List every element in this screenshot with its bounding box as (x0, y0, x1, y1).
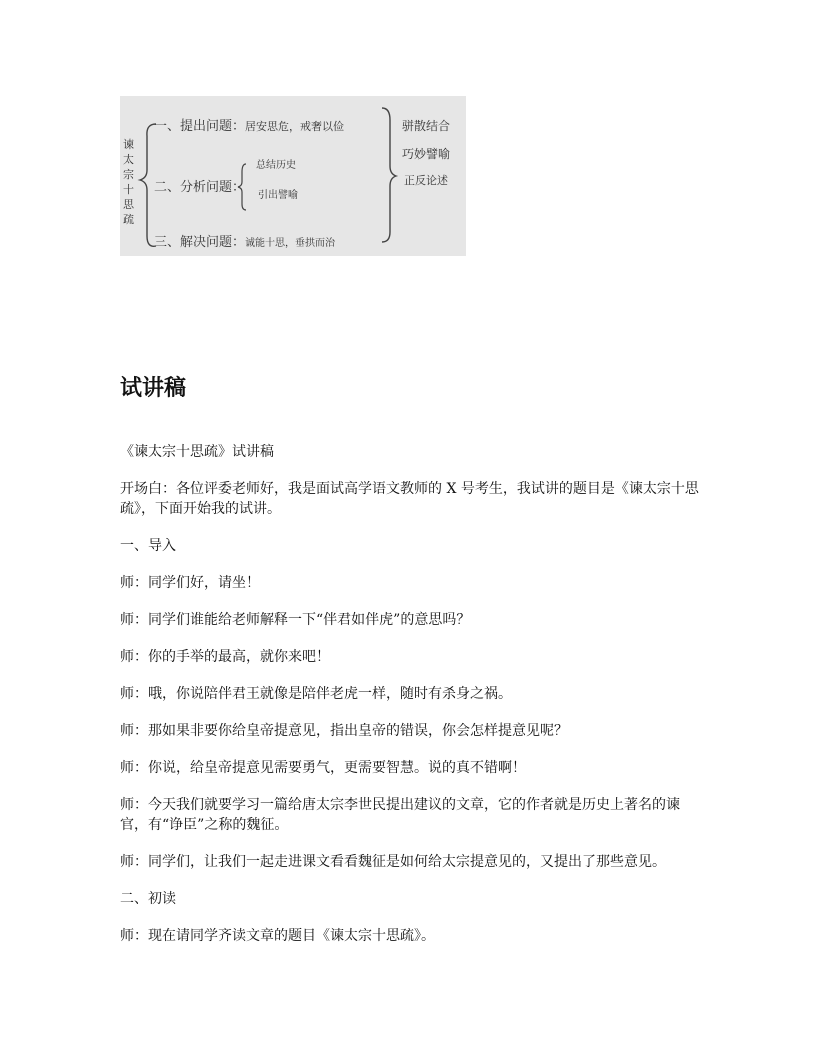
outline-row-3: 三、解决问题：诚能十思，垂拱而治 (154, 235, 336, 250)
outline-title-char: 十 (123, 183, 134, 196)
right-note-1: 骈散结合 (402, 119, 451, 133)
outline-title-char: 太 (123, 153, 134, 166)
paragraph: 师：今天我们就要学习一篇给唐太宗李世民提出建议的文章，它的作者就是历史上著名的谏官，有“诤臣”之称的魏征。 (120, 797, 680, 833)
page-title: 试讲稿 (120, 376, 187, 401)
outline-title-char: 思 (123, 198, 134, 211)
paragraph: 师：你的手举的最高，就你来吧！ (120, 649, 330, 665)
outline-title-char: 谏 (123, 138, 134, 151)
outline-row-2: 二、分析问题： (154, 180, 246, 195)
paragraph: 师：同学们谁能给老师解释一下“伴君如伴虎”的意思吗？ (120, 612, 471, 628)
paragraph: 师：同学们好，请坐！ (120, 575, 260, 591)
outline-row-2-sub-1: 总结历史 (256, 160, 296, 171)
paragraph: 师：那如果非要你给皇帝提意见，指出皇帝的错误，你会怎样提意见呢？ (120, 723, 568, 739)
outline-title-char: 疏 (123, 213, 134, 226)
outline-row-1: 一、提出问题：居安思危，戒奢以俭 (154, 119, 345, 134)
paragraph: 师：同学们，让我们一起走进课文看看魏征是如何给太宗提意见的，又提出了那些意见。 (120, 854, 666, 870)
paragraph: 《谏太宗十思疏》试讲稿 (120, 444, 274, 460)
section-heading: 一、导入 (120, 538, 176, 554)
outline-title-char: 宗 (123, 168, 134, 181)
outline-row-2-sub-2: 引出譬喻 (258, 190, 298, 201)
right-brace (382, 108, 396, 242)
paragraph: 师：你说，给皇帝提意见需要勇气，更需要智慧。说的真不错啊！ (120, 760, 526, 776)
section-heading: 二、初读 (120, 891, 176, 907)
paragraph: 开场白：各位评委老师好，我是面试高学语文教师的 X 号考生，我试讲的题目是《谏太宗十思疏》，下面开始我的试讲。 (120, 481, 699, 517)
outline-sketch (120, 96, 466, 256)
paragraph: 师：哦，你说陪伴君王就像是陪伴老虎一样，随时有杀身之祸。 (120, 686, 512, 702)
lesson-outline-photo (120, 96, 466, 256)
paragraph: 师：现在请同学齐读文章的题目《谏太宗十思疏》。 (120, 928, 435, 944)
document-body (120, 374, 700, 963)
right-note-3: 正反论述 (404, 174, 448, 187)
right-note-2: 巧妙譬喻 (402, 147, 451, 161)
